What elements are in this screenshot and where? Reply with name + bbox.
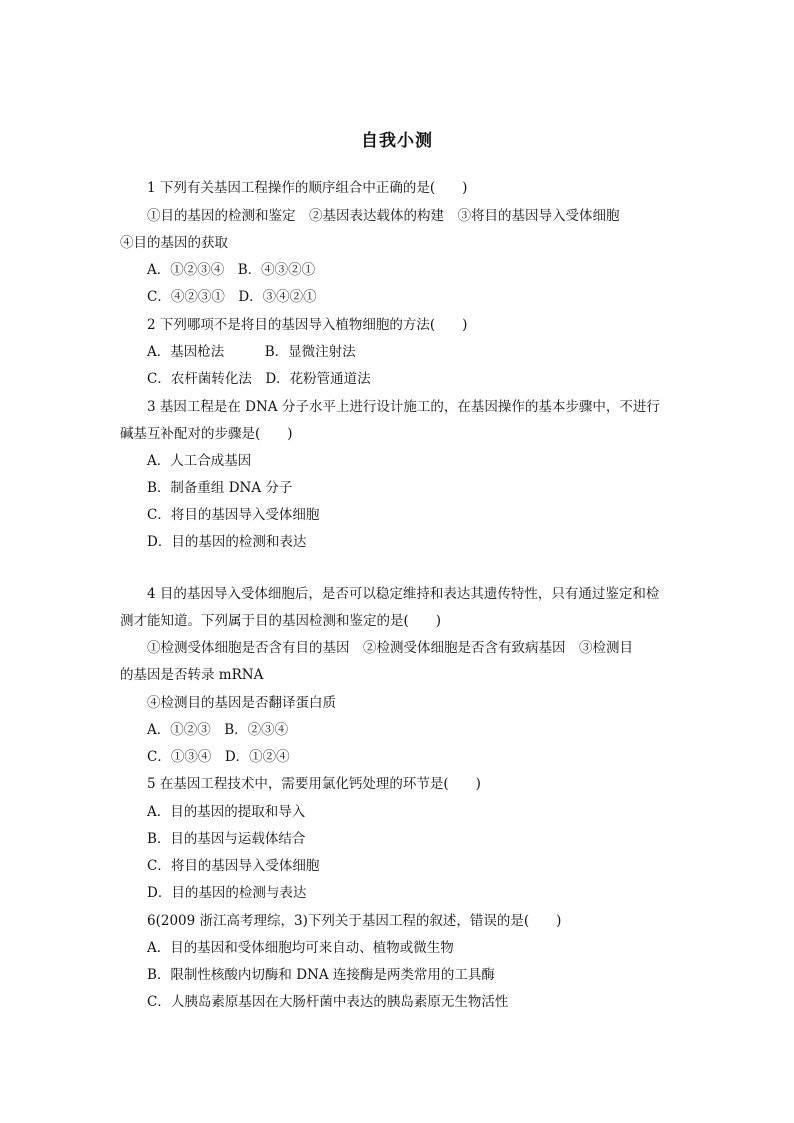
q3-option-b: B．制备重组 DNA 分子: [147, 480, 293, 496]
q3-option-a: A．人工合成基因: [147, 453, 252, 469]
q6-option-c: C．人胰岛素原基因在大肠杆菌中表达的胰岛素原无生物活性: [147, 994, 509, 1010]
q1-options-cd: C．④②③① D．③④②①: [147, 289, 317, 305]
q4-items-line3: ④检测目的基因是否翻译蛋白质: [147, 695, 336, 711]
q2-stem: 2 下列哪项不是将目的基因导入植物细胞的方法( ): [147, 317, 468, 333]
q3-option-d: D．目的基因的检测和表达: [147, 534, 307, 550]
q3-stem-line1: 3 基因工程是在 DNA 分子水平上进行设计施工的，在基因操作的基本步骤中，不进行: [147, 399, 660, 415]
q6-option-b: B．限制性核酸内切酶和 DNA 连接酶是两类常用的工具酶: [147, 967, 495, 983]
q6-stem: 6(2009 浙江高考理综，3)下列关于基因工程的叙述，错误的是( ): [147, 913, 562, 929]
q1-items-line1: ①目的基因的检测和鉴定 ②基因表达载体的构建 ③将目的基因导入受体细胞: [147, 208, 620, 224]
q4-stem-line2: 测才能知道。下列属于目的基因检测和鉴定的是( ): [120, 613, 442, 629]
q5-option-b: B．目的基因与运载体结合: [147, 831, 306, 847]
q4-options-cd: C．①③④ D．①②④: [147, 749, 290, 765]
q5-option-a: A．目的基因的提取和导入: [147, 804, 306, 820]
q1-items-line2: ④目的基因的获取: [120, 235, 228, 251]
q4-stem-line1: 4 目的基因导入受体细胞后，是否可以稳定维持和表达其遗传特性，只有通过鉴定和检: [147, 586, 660, 602]
q5-option-d: D．目的基因的检测与表达: [147, 885, 307, 901]
q2-options-cd: C．农杆菌转化法 D．花粉管通道法: [147, 371, 371, 387]
q5-option-c: C．将目的基因导入受体细胞: [147, 858, 320, 874]
q1-stem: 1 下列有关基因工程操作的顺序组合中正确的是( ): [147, 180, 468, 196]
q5-stem: 5 在基因工程技术中，需要用氯化钙处理的环节是( ): [147, 776, 481, 792]
q1-options-ab: A．①②③④ B．④③②①: [147, 262, 316, 278]
q4-options-ab: A．①②③ B．②③④: [147, 722, 289, 738]
q6-option-a: A．目的基因和受体细胞均可来自动、植物或微生物: [147, 940, 454, 956]
q3-stem-line2: 碱基互补配对的步骤是( ): [120, 426, 293, 442]
q4-items-line2: 的基因是否转录 mRNA: [120, 667, 264, 683]
q3-option-c: C．将目的基因导入受体细胞: [147, 507, 320, 523]
q4-items-line1: ①检测受体细胞是否含有目的基因 ②检测受体细胞是否含有致病基因 ③检测目: [147, 640, 633, 656]
q2-options-ab: A．基因枪法 B．显微注射法: [147, 344, 356, 360]
page-title: 自我小测: [361, 131, 433, 151]
